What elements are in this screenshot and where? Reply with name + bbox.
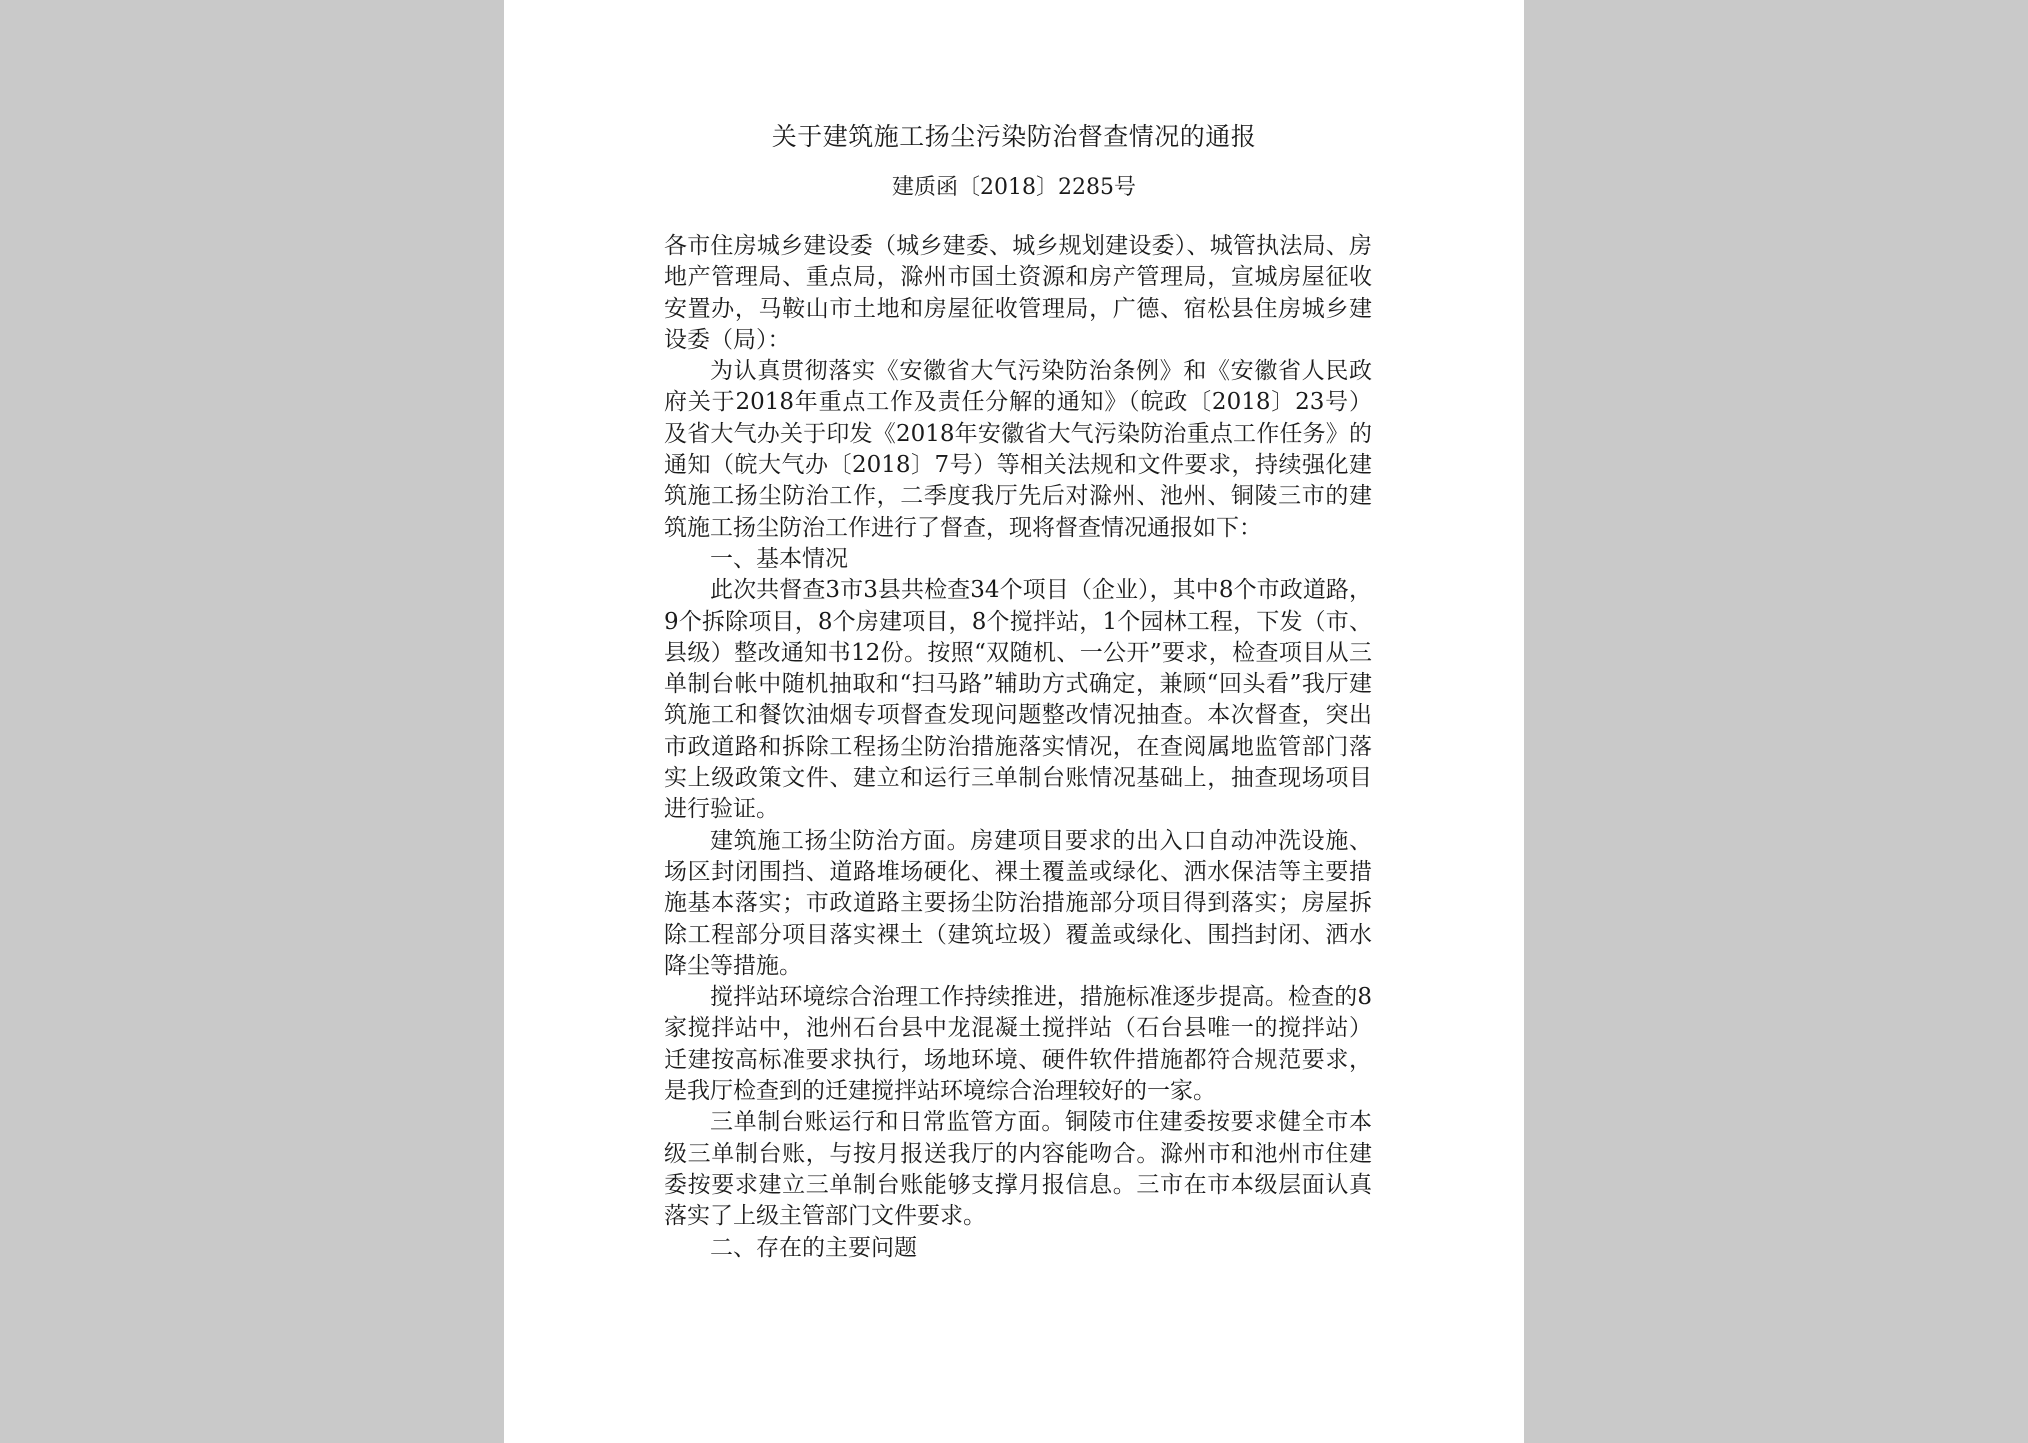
body-paragraph: 此次共督查3市3县共检查34个项目（企业），其中8个市政道路，9个拆除项目，8个房建项目，8个搅拌站，1个园林工程，下发（市、县级）整改通知书12份。按照“双随机、一公开”要求，检查项目从三单制台帐中随机抽取和“扫马路”辅助方式确定，兼顾“回头看”我厅建筑施工和餐饮油烟专项督查发现问题整改情况抽查。本次督查，突出市政道路和拆除工程扬尘防治措施落实情况，在查阅属地监管部门落实上级政策文件、建立和运行三单制台账情况基础上，抽查现场项目进行验证。 — [664, 577, 1372, 823]
body-paragraph: 建筑施工扬尘防治方面。房建项目要求的出入口自动冲洗设施、场区封闭围挡、道路堆场硬化、裸土覆盖或绿化、洒水保洁等主要措施基本落实；市政道路主要扬尘防治措施部分项目得到落实；房屋拆除工程部分项目落实裸土（建筑垃圾）覆盖或绿化、围挡封闭、洒水降尘等措施。 — [664, 827, 1372, 979]
document-body — [664, 231, 1372, 1264]
salutation-paragraph: 各市住房城乡建设委（城乡建委、城乡规划建设委）、城管执法局、房地产管理局、重点局，滁州市国土资源和房产管理局，宣城房屋征收安置办，马鞍山市土地和房屋征收管理局，广德、宿松县住房城乡建设委（局）： — [664, 233, 1372, 353]
body-paragraph: 三单制台账运行和日常监管方面。铜陵市住建委按要求健全市本级三单制台账，与按月报送我厅的内容能吻合。滁州市和池州市住建委按要求建立三单制台账能够支撑月报信息。三市在市本级层面认真落实了上级主管部门文件要求。 — [664, 1109, 1372, 1230]
section-heading-problems: 二、存在的主要问题 — [710, 1234, 917, 1261]
section-heading-basic: 一、基本情况 — [710, 545, 848, 572]
document-page — [504, 0, 1524, 1443]
intro-paragraph: 为认真贯彻落实《安徽省大气污染防治条例》和《安徽省人民政府关于2018年重点工作及责任分解的通知》（皖政〔2018〕23号）及省大气办关于印发《2018年安徽省大气污染防治重点工作任务》的通知（皖大气办〔2018〕7号）等相关法规和文件要求，持续强化建筑施工扬尘防治工作，二季度我厅先后对滁州、池州、铜陵三市的建筑施工扬尘防治工作进行了督查，现将督查情况通报如下： — [664, 358, 1372, 541]
document-title: 关于建筑施工扬尘污染防治督查情况的通报 — [771, 122, 1257, 151]
document-number: 建质函〔2018〕2285号 — [892, 175, 1136, 200]
body-paragraph: 搅拌站环境综合治理工作持续推进，措施标准逐步提高。检查的8家搅拌站中，池州石台县中龙混凝土搅拌站（石台县唯一的搅拌站）迁建按高标准要求执行，场地环境、硬件软件措施都符合规范要求，是我厅检查到的迁建搅拌站环境综合治理较好的一家。 — [664, 984, 1372, 1105]
